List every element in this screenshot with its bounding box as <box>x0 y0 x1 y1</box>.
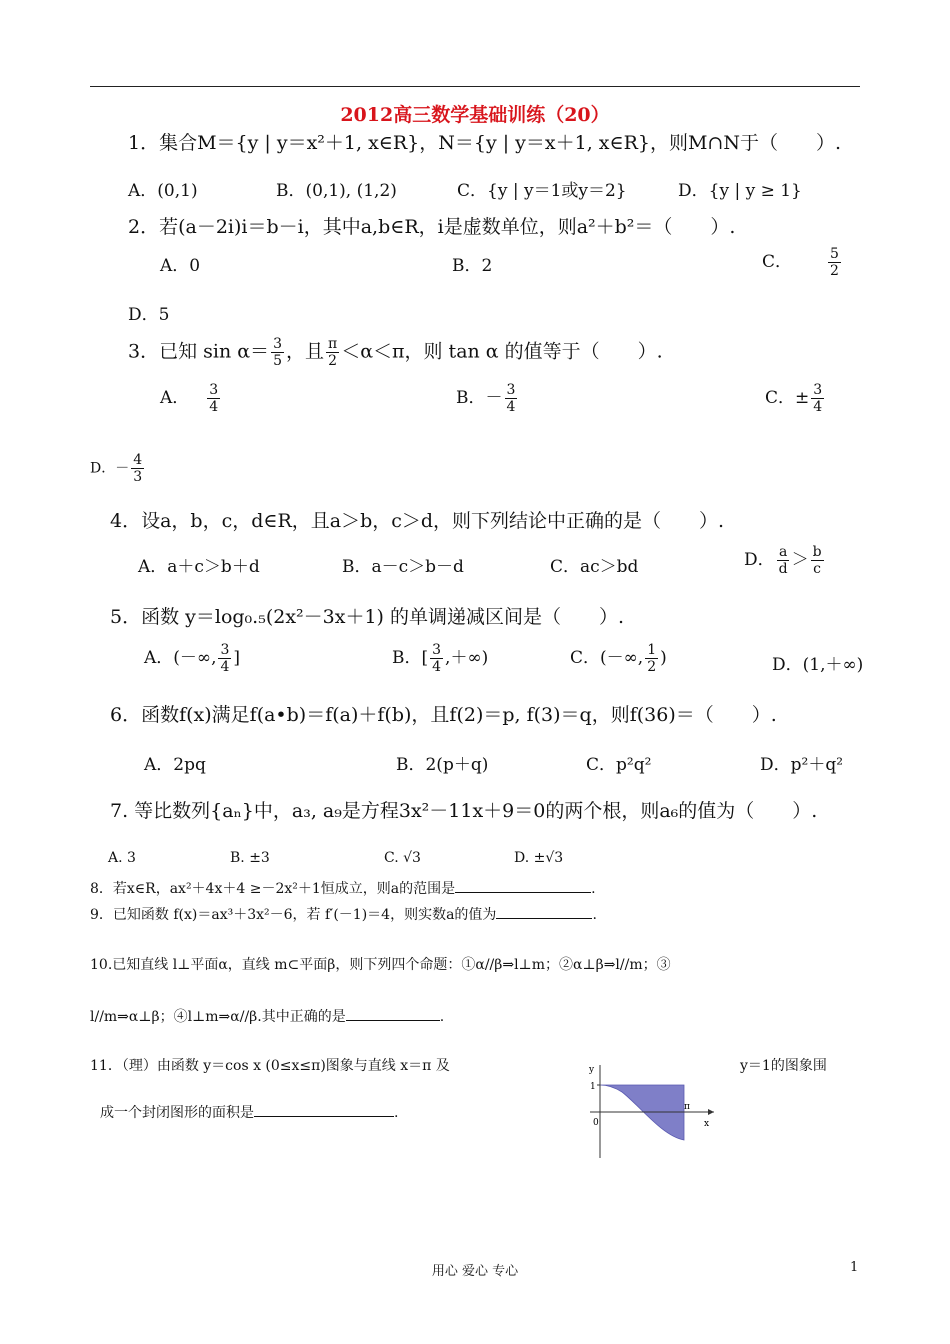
q11-answer-blank[interactable] <box>254 1100 394 1117</box>
q4-option-a: A．a＋c＞b＋d <box>138 557 260 577</box>
q7-option-b: B. ±3 <box>230 850 270 866</box>
question-10-line-2: l//m⇒α⊥β；④l⊥m⇒α//β.其中正确的是 . <box>90 1004 444 1026</box>
q5-option-d: D．(1,＋∞) <box>772 655 864 675</box>
q5-option-a: A．(－∞, $\frac{3}{4}$ ] <box>144 642 241 675</box>
question-6: 6．函数f(x)满足f(a•b)＝f(a)＋f(b)，且f(2)＝p, f(3)＝q，则f(36)＝（ ）. <box>110 704 777 726</box>
cosine-area-graph <box>582 1060 722 1160</box>
q1-option-b: B．(0,1), (1,2) <box>276 181 397 201</box>
q1-option-d: D．{y | y ≥ 1} <box>678 181 802 201</box>
q7-option-c: C. √3 <box>384 850 421 866</box>
question-9: 9．已知函数 f(x)＝ax³＋3x²－6，若 f′(－1)＝4，则实数a的值为 . <box>90 902 597 924</box>
q6-option-c: C．p²q² <box>586 755 652 775</box>
question-11-line-1: 11．（理）由函数 y＝cos x (0≤x≤π)图象与直线 x＝π 及 <box>90 1058 450 1074</box>
q5-option-c: C．(－∞, $\frac{1}{2}$ ) <box>570 642 667 675</box>
x-axis-arrow <box>708 1109 714 1115</box>
q2-option-c: C． $\frac{5}{2}$ <box>762 246 839 279</box>
q3-option-c: C．± $\frac{3}{4}$ <box>765 382 823 415</box>
q4-option-d: D． $\frac{a}{d}$ ＞ $\frac{b}{c}$ <box>744 544 822 577</box>
footer-text: 用心 爱心 专心 <box>431 1264 519 1279</box>
q1-option-c: C．{y | y＝1或y＝2} <box>457 181 627 201</box>
q6-option-a: A．2pq <box>144 755 206 775</box>
x-axis-label: x <box>704 1119 710 1129</box>
q6-option-b: B．2(p＋q) <box>396 755 489 775</box>
origin-label: 0 <box>593 1118 599 1128</box>
y-one-label: 1 <box>590 1082 596 1092</box>
q9-answer-blank[interactable] <box>496 902 592 919</box>
question-5: 5．函数 y＝log₀.₅(2x²－3x＋1) 的单调递减区间是（ ）. <box>110 606 625 628</box>
y-axis-label: y <box>589 1065 595 1075</box>
question-3: 3．已知 sin α＝ $\frac{3}{5}$ ，且 $\frac{\pi}{2}$ ＜α＜π，则 tan α 的值等于（ ）. <box>128 336 663 369</box>
question-11-line-2: 成一个封闭图形的面积是 . <box>100 1100 398 1122</box>
q4-option-c: C．ac＞bd <box>550 557 639 577</box>
question-1: 1．集合M＝{y | y＝x²＋1, x∈R}，N＝{y | y＝x＋1, x∈R}，则M∩N于（ ）. <box>128 132 842 154</box>
page-number: 1 <box>850 1260 859 1275</box>
q5-option-b: B．[ $\frac{3}{4}$ ,＋∞) <box>392 642 489 675</box>
q2-option-d: D．5 <box>128 305 170 325</box>
question-7: 7. 等比数列{aₙ}中，a₃, a₉是方程3x²－11x＋9＝0的两个根，则a₆的值为（ ）. <box>110 800 818 822</box>
question-4: 4．设a，b，c，d∈R，且a＞b，c＞d，则下列结论中正确的是（ ）. <box>110 510 725 532</box>
q4-option-b: B．a－c＞b－d <box>342 557 464 577</box>
q10-answer-blank[interactable] <box>346 1004 440 1021</box>
question-10-line-1: 10.已知直线 l⊥平面α，直线 m⊂平面β，则下列四个命题：①α//β⇒l⊥m；②α⊥β⇒l//m；③ <box>90 957 671 973</box>
q7-option-d: D. ±√3 <box>514 850 564 866</box>
page-title: 2012高三数学基础训练（20） <box>340 104 610 126</box>
question-11-line-1b: y＝1的图象围 <box>740 1058 827 1074</box>
q3-option-d: D．－ $\frac{4}{3}$ <box>90 452 143 485</box>
q8-answer-blank[interactable] <box>455 876 591 893</box>
header-rule <box>90 86 860 87</box>
q3-option-b: B．－ $\frac{3}{4}$ <box>456 382 516 415</box>
question-8: 8．若x∈R，ax²＋4x＋4 ≥－2x²＋1恒成立，则a的范围是 . <box>90 876 596 898</box>
q7-option-a: A. 3 <box>108 850 136 866</box>
q2-option-a: A．0 <box>160 256 201 276</box>
q3-option-a: A． $\frac{3}{4}$ <box>160 382 219 415</box>
pi-label: π <box>684 1102 690 1112</box>
q6-option-d: D．p²＋q² <box>760 755 844 775</box>
q1-option-a: A．(0,1) <box>128 181 198 201</box>
q2-option-b: B．2 <box>452 256 493 276</box>
question-2: 2．若(a－2i)i＝b－i，其中a,b∈R，i是虚数单位，则a²＋b²＝（ ）. <box>128 216 736 238</box>
